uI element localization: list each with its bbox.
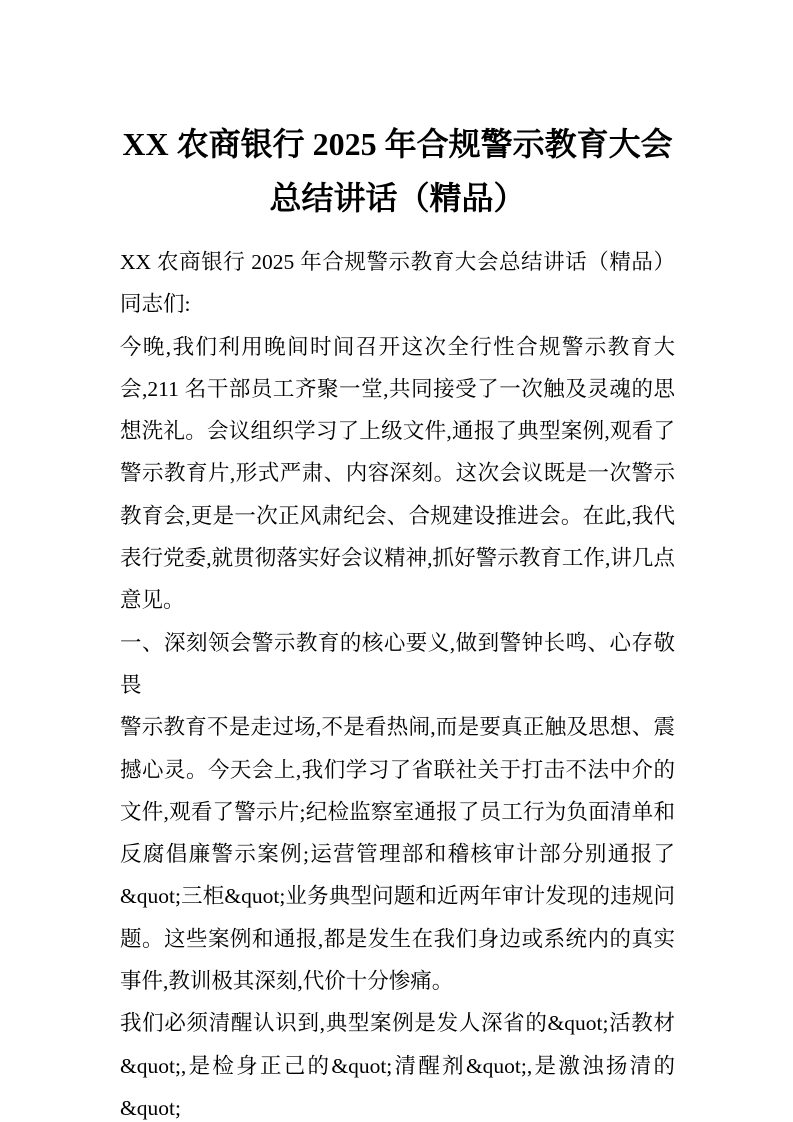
paragraph-opening-summary: 今晚,我们利用晚间时间召开这次全行性合规警示教育大会,211 名干部员工齐聚一堂,共同接受了一次触及灵魂的思想洗礼。会议组织学习了上级文件,通报了典型案例,观看了警示教育片,形式严肃、内容深刻。这次会议既是一次警示教育会,更是一次正风肃纪会、合规建设推进会。在此,我代表行党委,就贯彻落实好会议精神,抓好警示教育工作,讲几点意见。 [120,334,675,613]
paragraph-section-1-continuation: 我们必须清醒认识到,典型案例是发人深省的&quot;活教材&quot;,是检身正己的&quot;清醒剂&quot;,是激浊扬清的&quot; [120,1011,675,1120]
document-title: XX 农商银行 2025 年合规警示教育大会总结讲话（精品） [122,126,673,216]
document-body [120,241,675,1122]
paragraph-section-1-body: 警示教育不是走过场,不是看热闹,而是要真正触及思想、震撼心灵。今天会上,我们学习了省联社关于打击不法中介的文件,观看了警示片;纪检监察室通报了员工行为负面清单和反腐倡廉警示案例;运营管理部和稽核审计部分别通报了&quot;三柜&quot;业务典型问题和近两年审计发现的违规问题。这些案例和通报,都是发生在我们身边或系统内的真实事件,教训极其深刻,代价十分惨痛。 [120,715,675,994]
paragraph-salutation: XX 农商银行 2025 年合规警示教育大会总结讲话（精品）同志们: [120,250,675,317]
paragraph-section-1-heading: 一、深刻领会警示教育的核心要义,做到警钟长鸣、心存敬畏 [120,630,675,697]
